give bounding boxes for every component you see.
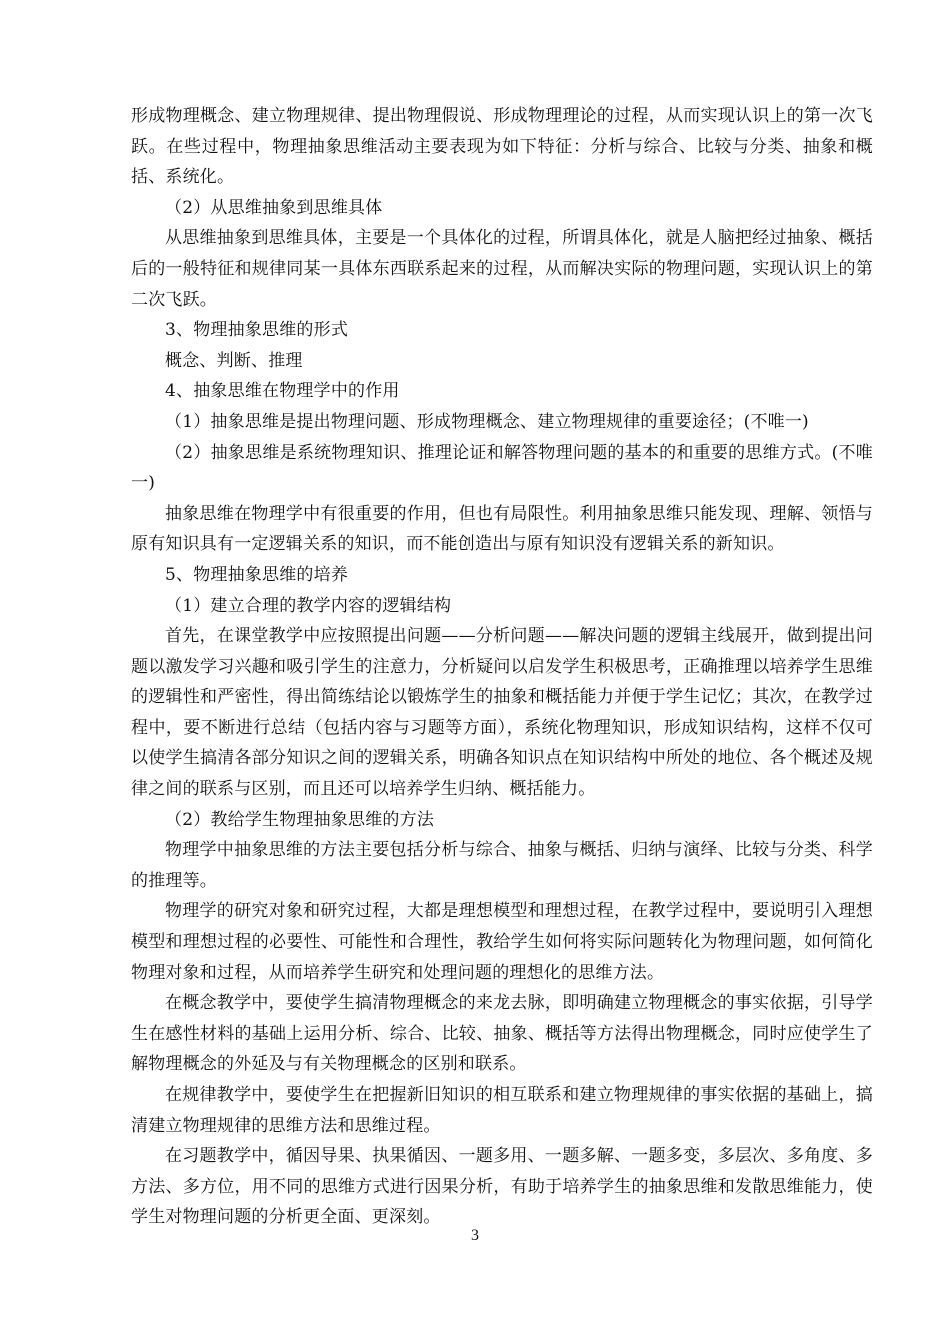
paragraph: （1）抽象思维是提出物理问题、形成物理概念、建立物理规律的重要途径；(不唯一) — [165, 411, 809, 432]
paragraph: 概念、判断、推理 — [165, 350, 303, 371]
subheading: （1）建立合理的教学内容的逻辑结构 — [165, 595, 452, 616]
paragraph: 物理学中抽象思维的方法主要包括分析与综合、抽象与概括、归纳与演绎、比较与分类、科学的推理等。 — [131, 840, 873, 891]
subheading: （2）教给学生物理抽象思维的方法 — [165, 809, 435, 830]
paragraph: 抽象思维在物理学中有很重要的作用，但也有局限性。利用抽象思维只能发现、理解、领悟与原有知识具有一定逻辑关系的知识，而不能创造出与原有知识没有逻辑关系的新知识。 — [131, 503, 873, 555]
paragraph: 在概念教学中，要使学生搞清物理概念的来龙去脉，即明确建立物理概念的事实依据，引导学生在感性材料的基础上运用分析、综合、比较、抽象、概括等方法得出物理概念，同时应使学生了解物理概念的外延及与有关物理概念的区别和联系。 — [131, 993, 873, 1075]
document-body — [131, 101, 873, 1233]
paragraph: 在规律教学中，要使学生在把握新旧知识的相互联系和建立物理规律的事实依据的基础上，搞清建立物理规律的思维方法和思维过程。 — [131, 1085, 873, 1136]
paragraph: 从思维抽象到思维具体，主要是一个具体化的过程，所谓具体化，就是人脑把经过抽象、概括后的一般特征和规律同某一具体东西联系起来的过程，从而解决实际的物理问题，实现认识上的第二次飞跃。 — [131, 228, 873, 310]
paragraph: 在习题教学中，循因导果、执果循因、一题多用、一题多解、一题多变，多层次、多角度、多方法、多方位，用不同的思维方式进行因果分析，有助于培养学生的抽象思维和发散思维能力，使学生对物理问题的分析更全面、更深刻。 — [131, 1146, 873, 1228]
paragraph: （2）抽象思维是系统物理知识、推理论证和解答物理问题的基本的和重要的思维方式。(不唯一) — [131, 442, 873, 494]
section-heading: 5、物理抽象思维的培养 — [165, 564, 349, 585]
section-heading: 4、抽象思维在物理学中的作用 — [165, 381, 400, 402]
paragraph: 物理学的研究对象和研究过程，大都是理想模型和理想过程，在教学过程中，要说明引入理想模型和理想过程的必要性、可能性和合理性，教给学生如何将实际问题转化为物理问题，如何简化物理对象和过程，从而培养学生研究和处理问题的理想化的思维方法。 — [131, 901, 873, 983]
page-number: 3 — [471, 1227, 479, 1244]
paragraph: 形成物理概念、建立物理规律、提出物理假说、形成物理理论的过程，从而实现认识上的第一次飞跃。在些过程中，物理抽象思维活动主要表现为如下特征：分析与综合、比较与分类、抽象和概括、系统化。 — [131, 106, 873, 188]
section-heading: 3、物理抽象思维的形式 — [165, 320, 349, 341]
paragraph: 首先，在课堂教学中应按照提出问题——分析问题——解决问题的逻辑主线展开，做到提出问题以激发学习兴趣和吸引学生的注意力，分析疑问以启发学生积极思考，正确推理以培养学生思维的逻辑性和严密性，得出简练结论以锻炼学生的抽象和概括能力并便于学生记忆；其次，在教学过程中，要不断进行总结（包括内容与习题等方面），系统化物理知识，形成知识结构，这样不仅可以使学生搞清各部分知识之间的逻辑关系，明确各知识点在知识结构中所处的地位、各个概述及规律之间的联系与区别，而且还可以培养学生归纳、概括能力。 — [131, 626, 873, 800]
subheading: （2）从思维抽象到思维具体 — [165, 197, 383, 218]
